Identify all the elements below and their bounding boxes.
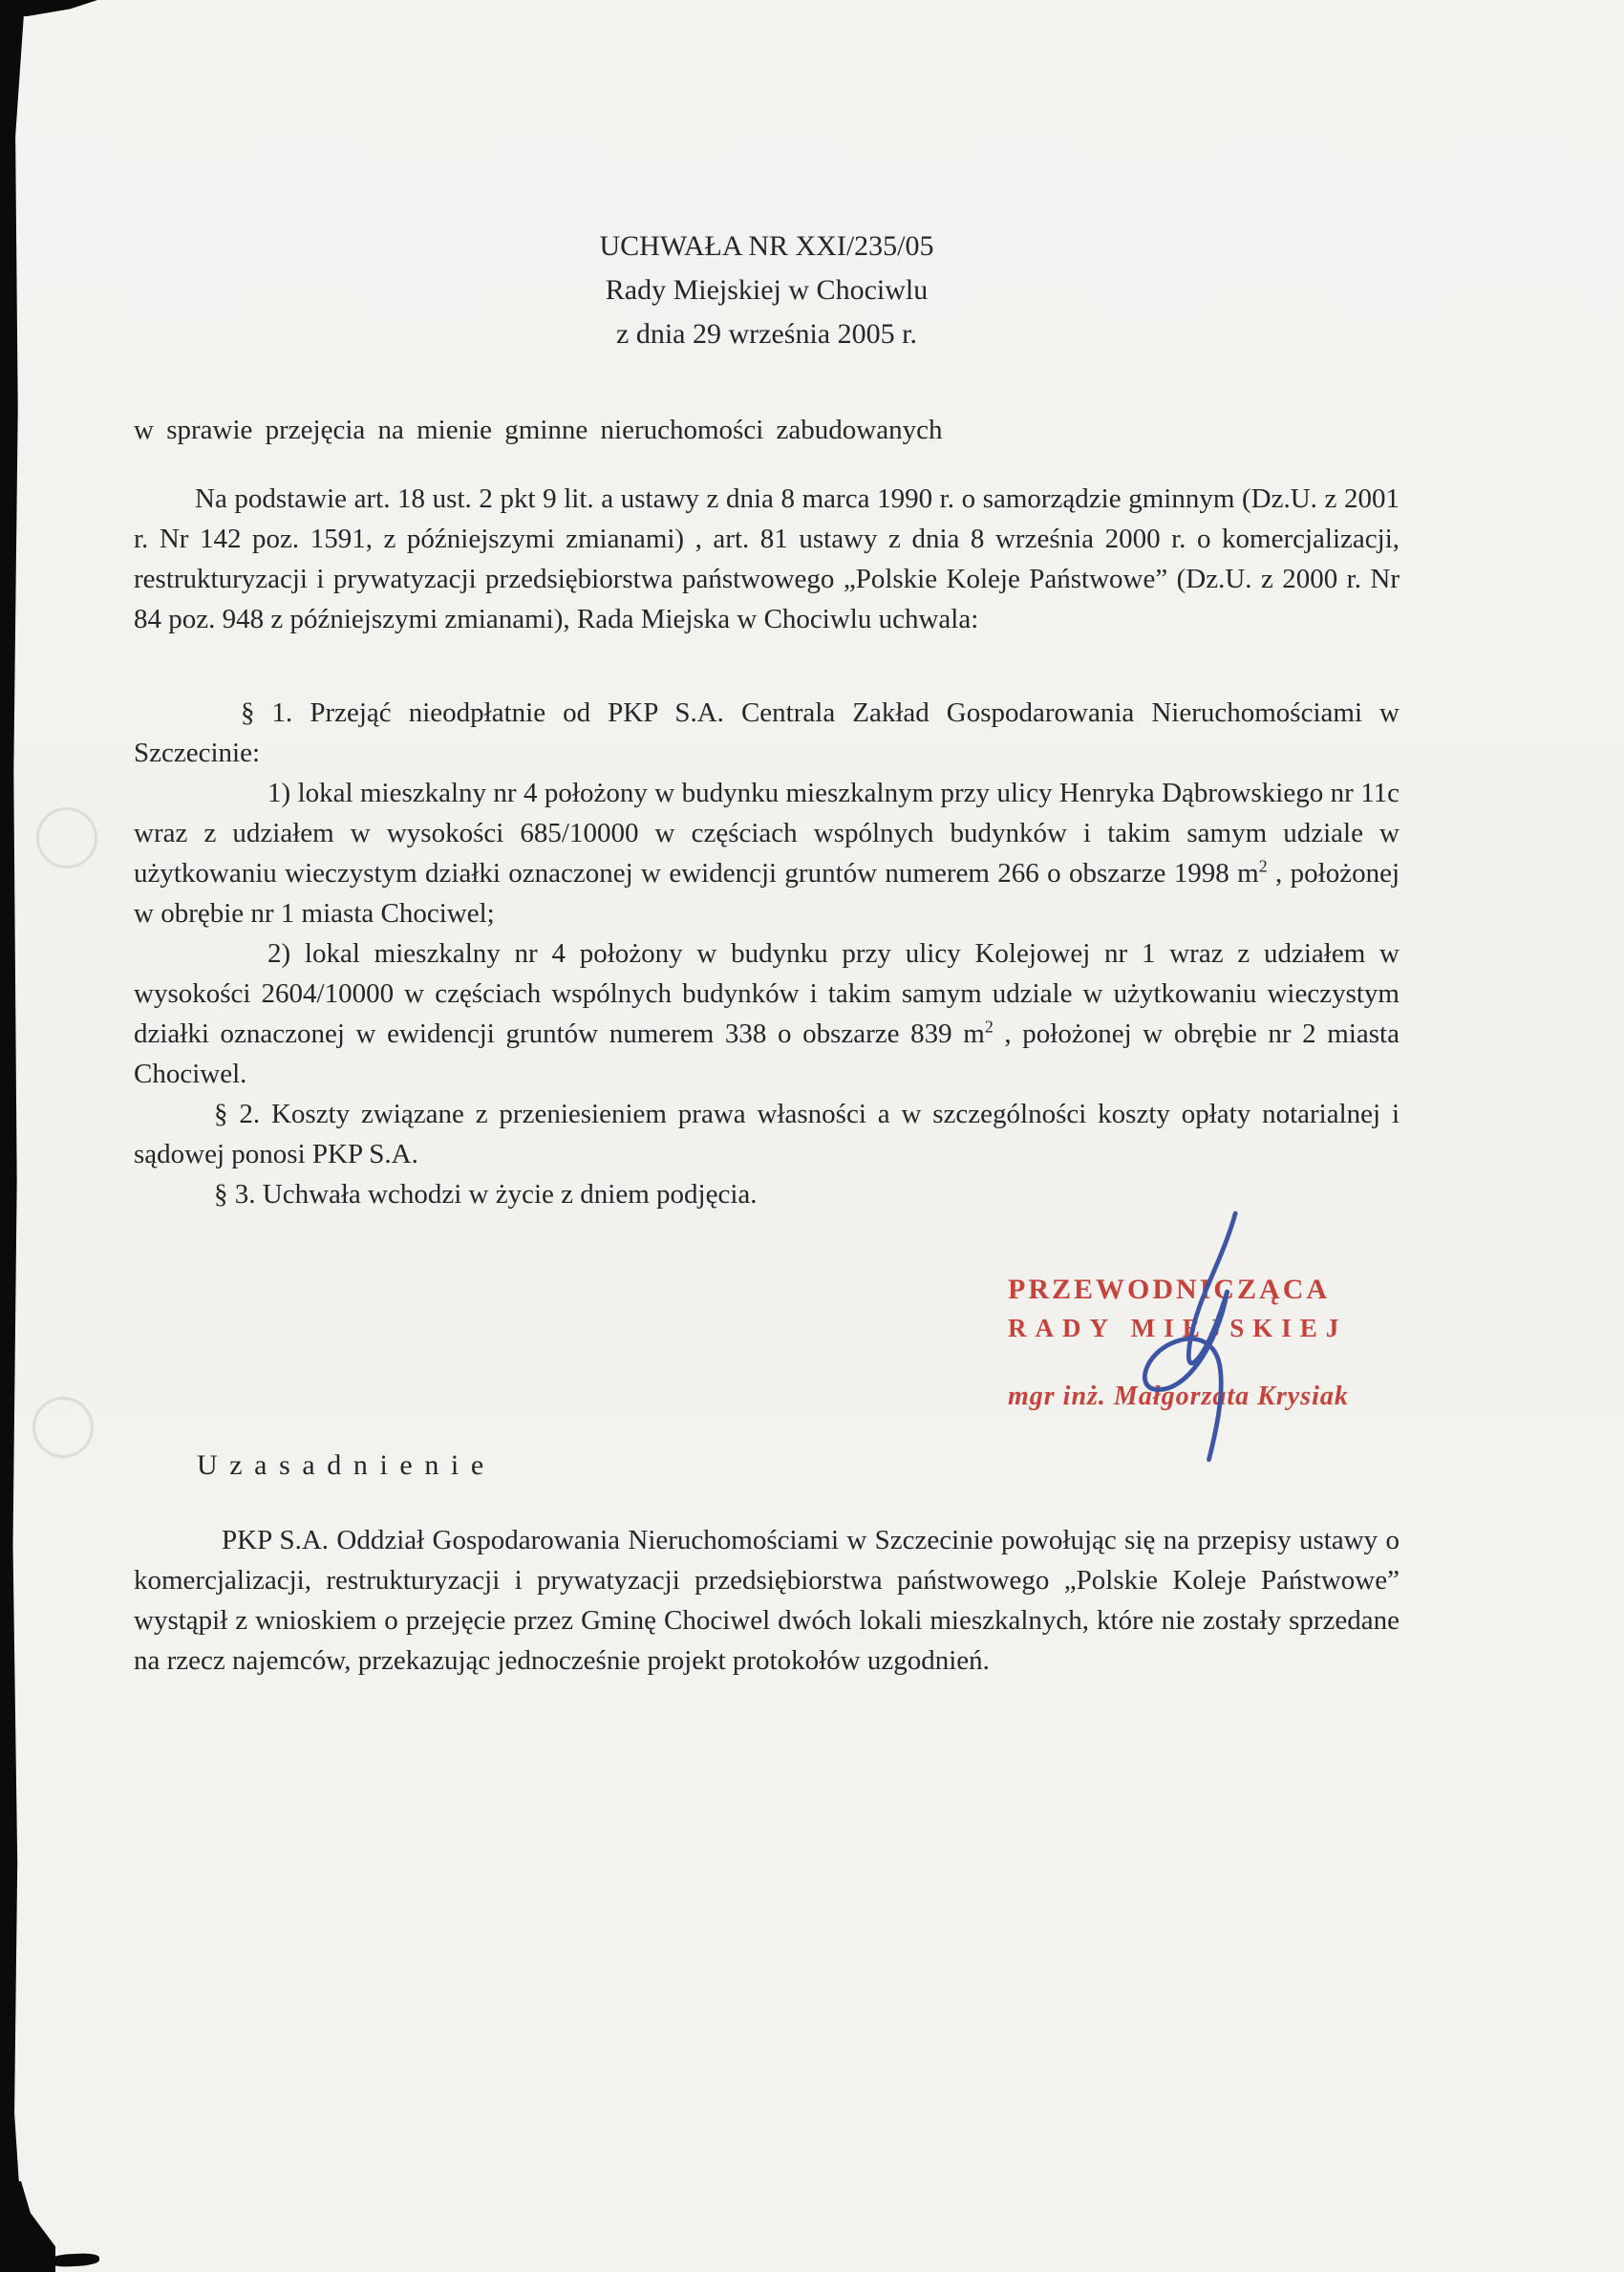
stamp-signer-name: mgr inż. Małgorzata Krysiak bbox=[1008, 1382, 1349, 1411]
section-2-paragraph: § 2. Koszty związane z przeniesieniem prawa własności a w szczególności koszty opłaty notarialnej i sądowej ponosi PKP S.A. bbox=[134, 1099, 1400, 1169]
point-1-superscript: 2 bbox=[1258, 856, 1268, 876]
resolution-number: UCHWAŁA NR XXI/235/05 bbox=[599, 230, 934, 262]
resolution-date: z dnia 29 września 2005 r. bbox=[616, 318, 917, 350]
justification-paragraph: PKP S.A. Oddział Gospodarowania Nieruchomościami w Szczecinie powołując się na przepisy ustawy o komercjalizacji, restrukturyzacji i prywatyzacji przedsiębiorstwa państwowego „Polskie Koleje Państwowe” wystąpił z wnioskiem o przejęcie przez Gminę Chociwel dwóch lokali mieszkalnych, które nie zostały sprzedane na rzecz najemców, przekazując jednocześnie projekt protokołów uzgodnień. bbox=[134, 1525, 1400, 1676]
scan-black-edge-bottom-left bbox=[0, 2181, 55, 2272]
scan-black-spot-bottom bbox=[50, 2253, 100, 2268]
scan-black-edge-top bbox=[0, 0, 97, 16]
section-1-point-1 bbox=[134, 773, 1400, 933]
point-2-superscript: 2 bbox=[984, 1017, 994, 1037]
resolution-title-block bbox=[134, 225, 1400, 356]
section-1-intro: § 1. Przejąć nieodpłatnie od PKP S.A. Centrala Zakład Gospodarowania Nieruchomościami w Szczecinie: bbox=[134, 697, 1400, 768]
section-1-point-2 bbox=[134, 933, 1400, 1094]
signature-stamp-block bbox=[1008, 1274, 1409, 1426]
council-name: Rady Miejskiej w Chociwlu bbox=[605, 274, 929, 306]
document-content bbox=[0, 225, 1624, 1681]
point-1-text: 1) lokal mieszkalny nr 4 położony w budynku mieszkalnym przy ulicy Henryka Dąbrowskiego nr 11c wraz z udziałem w wysokości 685/10000 w częściach wspólnych budynków i takim samym udziale w użytkowaniu wieczystym działki oznaczonej w ewidencji gruntów numerem 266 o obszarze 1998 m bbox=[134, 778, 1400, 889]
stamp-role-line-1: PRZEWODNICZĄCA bbox=[1008, 1274, 1331, 1305]
point-2-text: 2) lokal mieszkalny nr 4 położony w budynku przy ulicy Kolejowej nr 1 wraz z udziałem w wysokości 2604/10000 w częściach wspólnych budynków i takim samym udziale w użytkowaniu wieczystym działki oznaczonej w ewidencji gruntów numerem 338 o obszarze 839 m bbox=[134, 938, 1400, 1049]
justification-heading: Uzasadnienie bbox=[197, 1449, 496, 1481]
point-1-text-after: , położonej w obrębie nr 1 miasta Chociwel; bbox=[134, 858, 1400, 929]
legal-basis-paragraph: Na podstawie art. 18 ust. 2 pkt 9 lit. a ustawy z dnia 8 marca 1990 r. o samorządzie gminnym (Dz.U. z 2001 r. Nr 142 poz. 1591, z późniejszymi zmianami) , art. 81 ustawy z dnia 8 września 2000 r. o komercjalizacji, restrukturyzacji i prywatyzacji przedsiębiorstwa państwowego „Polskie Koleje Państwowe” (Dz.U. z 2000 r. Nr 84 poz. 948 z późniejszymi zmianami), Rada Miejska w Chociwlu uchwala: bbox=[134, 483, 1400, 634]
point-2-text-after: , położonej w obrębie nr 2 miasta Chociwel. bbox=[134, 1018, 1400, 1089]
stamp-role-line-2: RADY MIEJSKIEJ bbox=[1008, 1314, 1348, 1342]
section-3-paragraph: § 3. Uchwała wchodzi w życie z dniem podjęcia. bbox=[214, 1179, 758, 1210]
subject-line: w sprawie przejęcia na mienie gminne nieruchomości zabudowanych bbox=[134, 415, 943, 445]
